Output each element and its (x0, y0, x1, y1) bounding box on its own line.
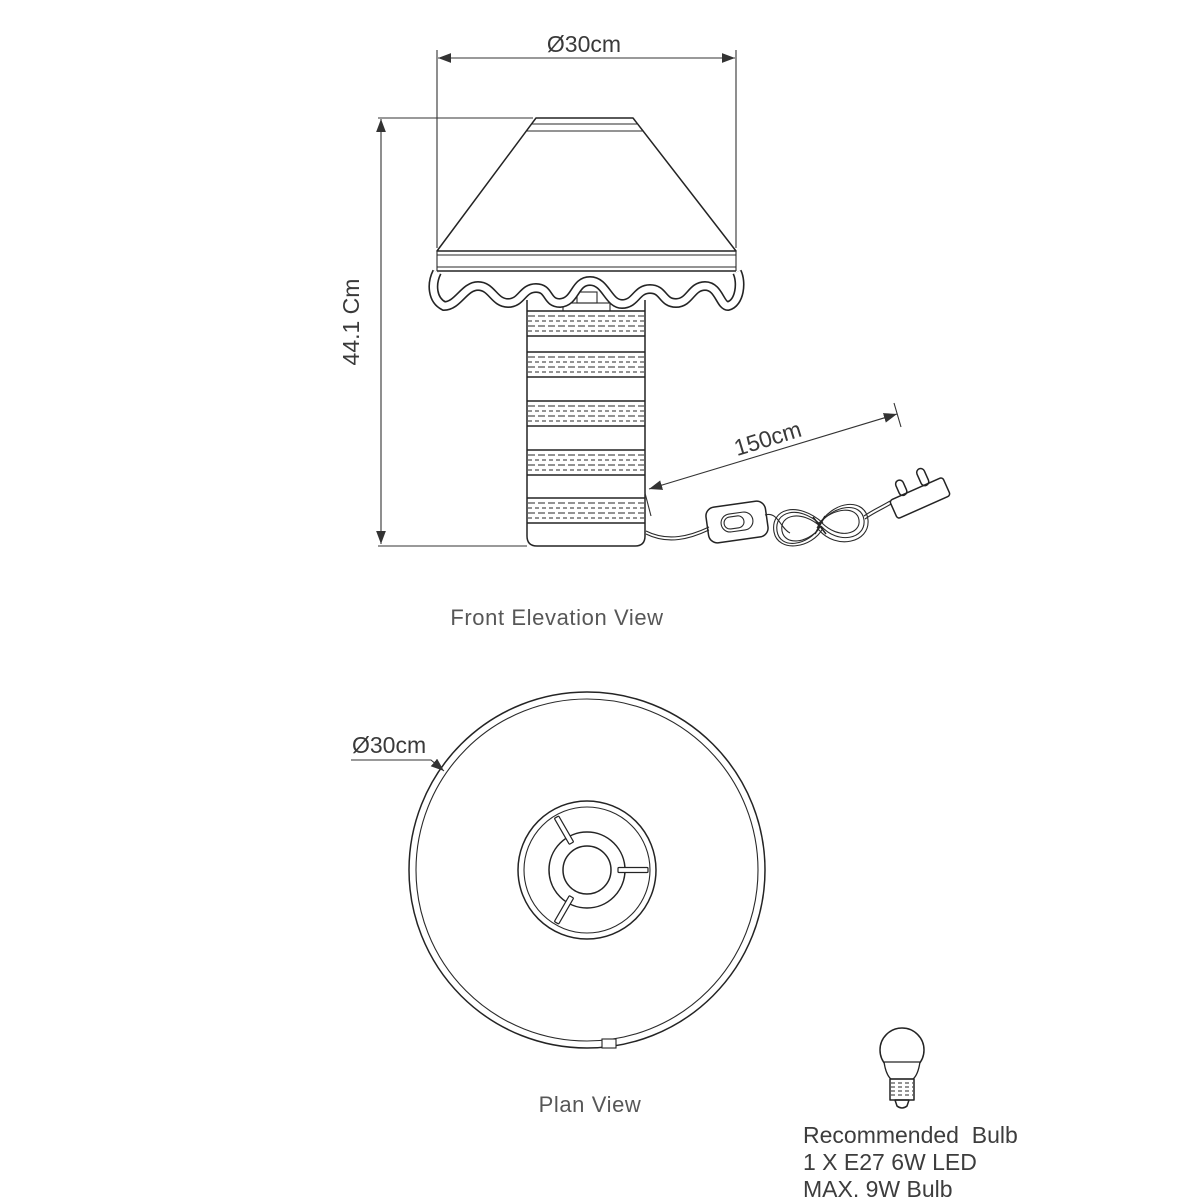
bulb-recommendation (803, 1028, 1018, 1200)
bulb-tip (895, 1100, 909, 1108)
bulb-note-max: MAX. 9W Bulb (803, 1176, 953, 1200)
shade-outline (437, 118, 736, 251)
dim-label-cord: 150cm (730, 415, 805, 461)
shade-inner-circle (416, 699, 758, 1041)
plan-diameter-callout (351, 732, 444, 771)
spider-fitting (518, 801, 656, 939)
plan-view-title: Plan View (538, 1092, 642, 1117)
front-elevation-view (338, 31, 951, 630)
bulb-neck (884, 1062, 920, 1079)
spoke (618, 868, 648, 873)
bulb-note-spec: 1 X E27 6W LED (803, 1149, 977, 1175)
cord-segment (865, 504, 891, 519)
shade-outer-circle (409, 692, 765, 1048)
dimension-height (338, 118, 533, 546)
base-outline (527, 300, 645, 546)
inline-switch-icon (705, 500, 769, 544)
front-elevation-title: Front Elevation View (450, 605, 664, 630)
dimension-shade-diameter (437, 31, 736, 248)
cord-bow-knot (774, 504, 868, 546)
seam-notch (602, 1039, 616, 1048)
plan-view (351, 692, 765, 1117)
lamp-shade (437, 118, 736, 271)
lamp-base (527, 300, 645, 546)
dim-label-height: 44.1 Cm (338, 278, 364, 366)
ruffle-trim (433, 272, 739, 306)
plug-icon (883, 462, 951, 519)
bulb-note-heading: Recommended Bulb (803, 1122, 1018, 1148)
cord-segment (864, 501, 890, 516)
cord-segment (646, 527, 709, 537)
bulb-icon (880, 1028, 924, 1108)
plan-dim-label: Ø30cm (352, 732, 427, 758)
bulb-screw-base (890, 1079, 914, 1100)
power-cord-assembly (646, 462, 951, 546)
dimension-cord-length (645, 403, 901, 516)
dim-label-diameter: Ø30cm (546, 31, 622, 57)
stem-top (577, 292, 597, 303)
